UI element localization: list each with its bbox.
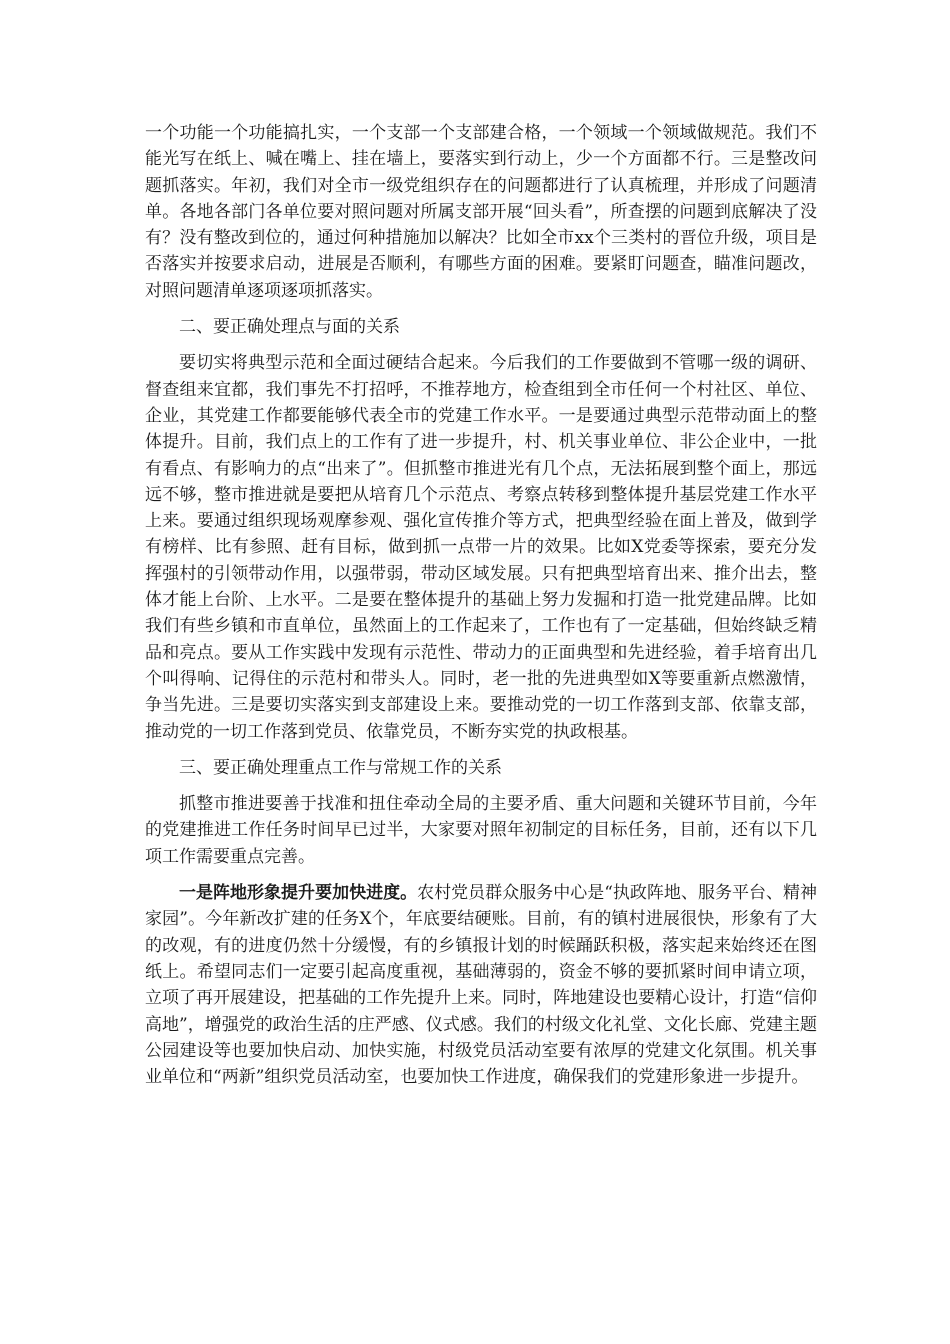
paragraph-4: [145, 880, 817, 1090]
paragraph-3: 抓整市推进要善于找准和扭住牵动全局的主要矛盾、重大问题和关键环节目前，今年的党建推进工作任务时间早已过半，大家要对照年初制定的目标任务，目前，还有以下几项工作需要重点完善。: [145, 794, 817, 867]
paragraph-4-lead: 一是阵地形象提升要加快进度。: [179, 883, 418, 904]
section-heading-3: 三、要正确处理重点工作与常规工作的关系: [179, 757, 502, 778]
paragraph-4-body: 农村党员群众服务中心是“执政阵地、服务平台、精神家园”。今年新改扩建的任务X个，年底要结硬账。目前，有的镇村进展很快，形象有了大的改观，有的进度仍然十分缓慢，有的乡镇报计划的时候踊跃积极，落实起来始终还在图纸上。希望同志们一定要引起高度重视，基础薄弱的，资金不够的要抓紧时间申请立项，立项了再开展建设，把基础的工作先提升上来。同时，阵地建设也要精心设计，打造“信仰高地”，增强党的政治生活的庄严感、仪式感。我们的村级文化礼堂、文化长廊、党建主题公园建设等也要加快启动、加快实施，村级党员活动室要有浓厚的党建文化氛围。机关事业单位和“两新”组织党员活动室，也要加快工作进度，确保我们的党建形象进一步提升。: [145, 883, 817, 1088]
paragraph-2: 要切实将典型示范和全面过硬结合起来。今后我们的工作要做到不管哪一级的调研、督查组来宜都，我们事先不打招呼，不推荐地方，检查组到全市任何一个村社区、单位、企业，其党建工作都要能够代表全市的党建工作水平。一是要通过典型示范带动面上的整体提升。目前，我们点上的工作有了进一步提升，村、机关事业单位、非公企业中，一批有看点、有影响力的点“出来了”。但抓整市推进光有几个点，无法拓展到整个面上，那远远不够，整市推进就是要把从培育几个示范点、考察点转移到整体提升基层党建工作水平上来。要通过组织现场观摩参观、强化宣传推介等方式，把典型经验在面上普及，做到学有榜样、比有参照、赶有目标，做到抓一点带一片的效果。比如X党委等探索，要充分发挥强村的引领带动作用，以强带弱，带动区域发展。只有把典型培育出来、推介出去，整体才能上台阶、上水平。二是要在整体提升的基础上努力发掘和打造一批党建品牌。比如我们有些乡镇和市直单位，虽然面上的工作起来了，工作也有了一定基础，但始终缺乏精品和亮点。要从工作实践中发现有示范性、带动力的正面典型和先进经验，着手培育出几个叫得响、记得住的示范村和带头人。同时，老一批的先进典型如X等要重新点燃激情，争当先进。三是要切实落实到支部建设上来。要推动党的一切工作落到支部、依靠支部，推动党的一切工作落到党员、依靠党员，不断夯实党的执政根基。: [145, 353, 817, 742]
document-body: [145, 120, 817, 1090]
section-heading-2: 二、要正确处理点与面的关系: [179, 317, 400, 338]
paragraph-continuation: 一个功能一个功能搞扎实，一个支部一个支部建合格，一个领域一个领域做规范。我们不能光写在纸上、喊在嘴上、挂在墙上，要落实到行动上，少一个方面都不行。三是整改问题抓落实。年初，我们对全市一级党组织存在的问题都进行了认真梳理，并形成了问题清单。各地各部门各单位要对照问题对所属支部开展“回头看”，所查摆的问题到底解决了没有？没有整改到位的，通过何种措施加以解决？比如全市xx个三类村的晋位升级，项目是否落实并按要求启动，进展是否顺利，有哪些方面的困难。要紧盯问题查，瞄准问题改，对照问题清单逐项逐项抓落实。: [145, 123, 817, 301]
